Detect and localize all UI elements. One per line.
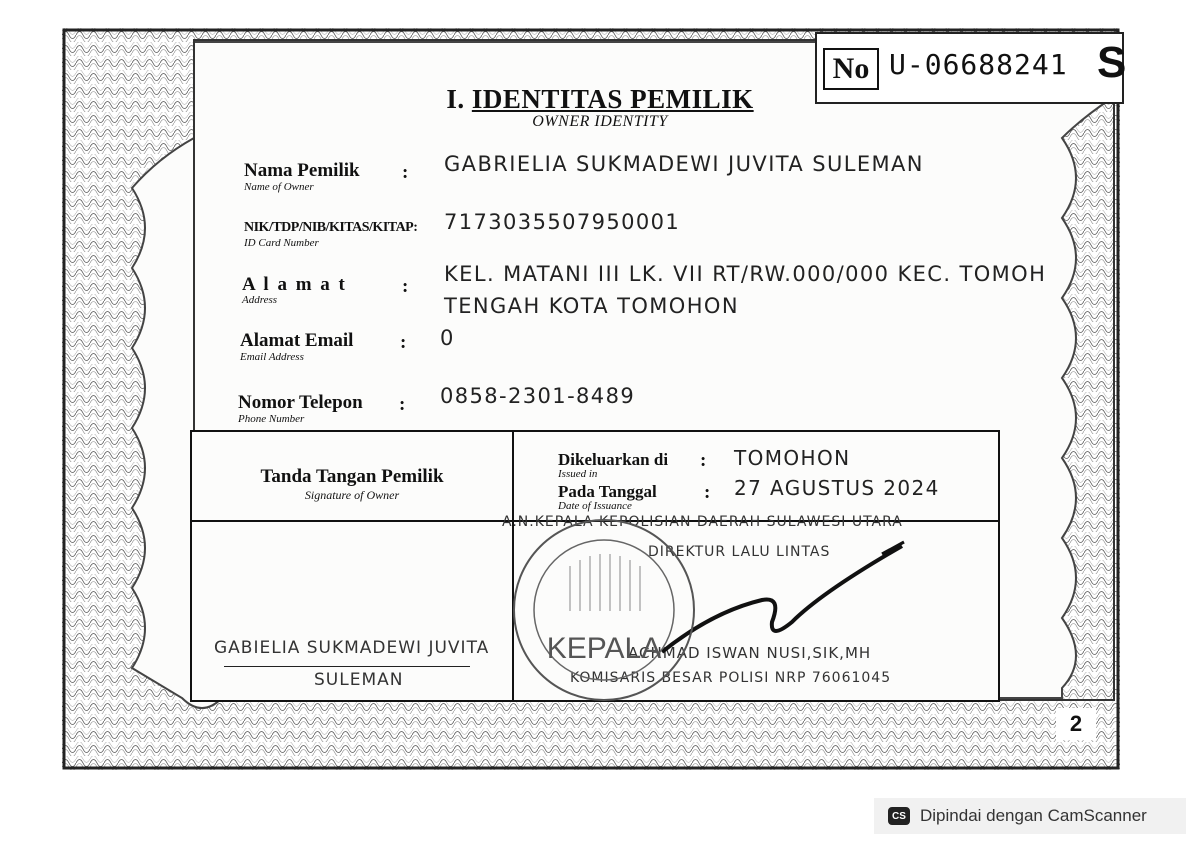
owner-signature-name-line2: SULEMAN (314, 670, 404, 690)
address-value-line2: TENGAH KOTA TOMOHON (444, 294, 739, 318)
official-rank: KOMISARIS BESAR POLISI NRP 76061045 (570, 670, 892, 686)
authority-line1: A.N.KEPALA KEPOLISIAN DAERAH SULAWESI UTARA (502, 514, 903, 530)
issued-in-value: TOMOHON (734, 446, 851, 470)
email-label: Alamat Email (240, 330, 354, 351)
address-colon: : (402, 276, 409, 297)
phone-value: 0858-2301-8489 (440, 384, 636, 408)
issued-in-label: Dikeluarkan di (558, 450, 669, 469)
issue-date-value: 27 AGUSTUS 2024 (734, 476, 940, 500)
owner-name-sublabel: Name of Owner (244, 181, 314, 193)
signature-table: Tanda Tangan Pemilik Signature of Owner Dikeluarkan di Issued in : TOMOHON Pada Tanggal Date of Issuance : 27 AGUSTUS 2024 A.N.KEPALA KEPOLISIAN DAERAH SULAWESI UTARA DIREKTUR LALU LINTAS ACHMAD ISWAN NUSI,SIK,MH KOMISARIS BESAR POLISI NRP 76061045 GABIELIA SUKMADEWI JUVITA SULEMAN (190, 430, 1000, 702)
issued-in-sublabel: Issued in (558, 468, 598, 480)
section-title-block (440, 84, 760, 131)
section-title: I. IDENTITAS PEMILIK (446, 84, 754, 114)
official-seal (510, 516, 698, 704)
serial-number-box (815, 32, 1127, 104)
phone-sublabel: Phone Number (238, 413, 305, 425)
id-number-sublabel: ID Card Number (244, 237, 319, 249)
id-number-label: NIK/TDP/NIB/KITAS/KITAP: (244, 220, 418, 235)
serial-number: U-06688241 (889, 48, 1068, 81)
owner-name-value: GABRIELIA SUKMADEWI JUVITA SULEMAN (444, 152, 924, 176)
id-number-value: 7173035507950001 (444, 210, 681, 234)
phone-label: Nomor Telepon (238, 392, 363, 413)
email-sublabel: Email Address (240, 351, 304, 363)
issue-date-sublabel: Date of Issuance (558, 500, 632, 512)
page-number: 2 (1056, 708, 1096, 740)
address-value-line1: KEL. MATANI III LK. VII RT/RW.000/000 KEC. TOMOH (444, 262, 1047, 286)
address-label: A l a m a t (242, 274, 347, 295)
issue-date-label: Pada Tanggal (558, 482, 657, 501)
camscanner-icon: CS (888, 807, 910, 825)
owner-name-label: Nama Pemilik (244, 160, 360, 181)
owner-signature-name-line1: GABIELIA SUKMADEWI JUVITA (214, 638, 490, 658)
owner-name-colon: : (402, 162, 409, 183)
official-name: ACHMAD ISWAN NUSI,SIK,MH (628, 644, 872, 662)
camscanner-text: Dipindai dengan CamScanner (920, 806, 1147, 825)
camscanner-watermark (874, 798, 1186, 834)
authority-line2: DIREKTUR LALU LINTAS (648, 544, 831, 560)
owner-signature-label: Tanda Tangan Pemilik (260, 466, 444, 487)
serial-badge: No (823, 48, 879, 90)
seal-text: KEPALA (546, 632, 662, 665)
document-page (62, 28, 1127, 770)
owner-signature-sublabel: Signature of Owner (304, 488, 400, 502)
owner-signature-line (224, 666, 470, 667)
phone-colon: : (399, 394, 406, 415)
section-subtitle: OWNER IDENTITY (532, 113, 668, 130)
address-sublabel: Address (242, 294, 278, 306)
email-colon: : (400, 332, 407, 353)
serial-suffix: S (1097, 38, 1127, 87)
email-value: 0 (440, 326, 455, 350)
